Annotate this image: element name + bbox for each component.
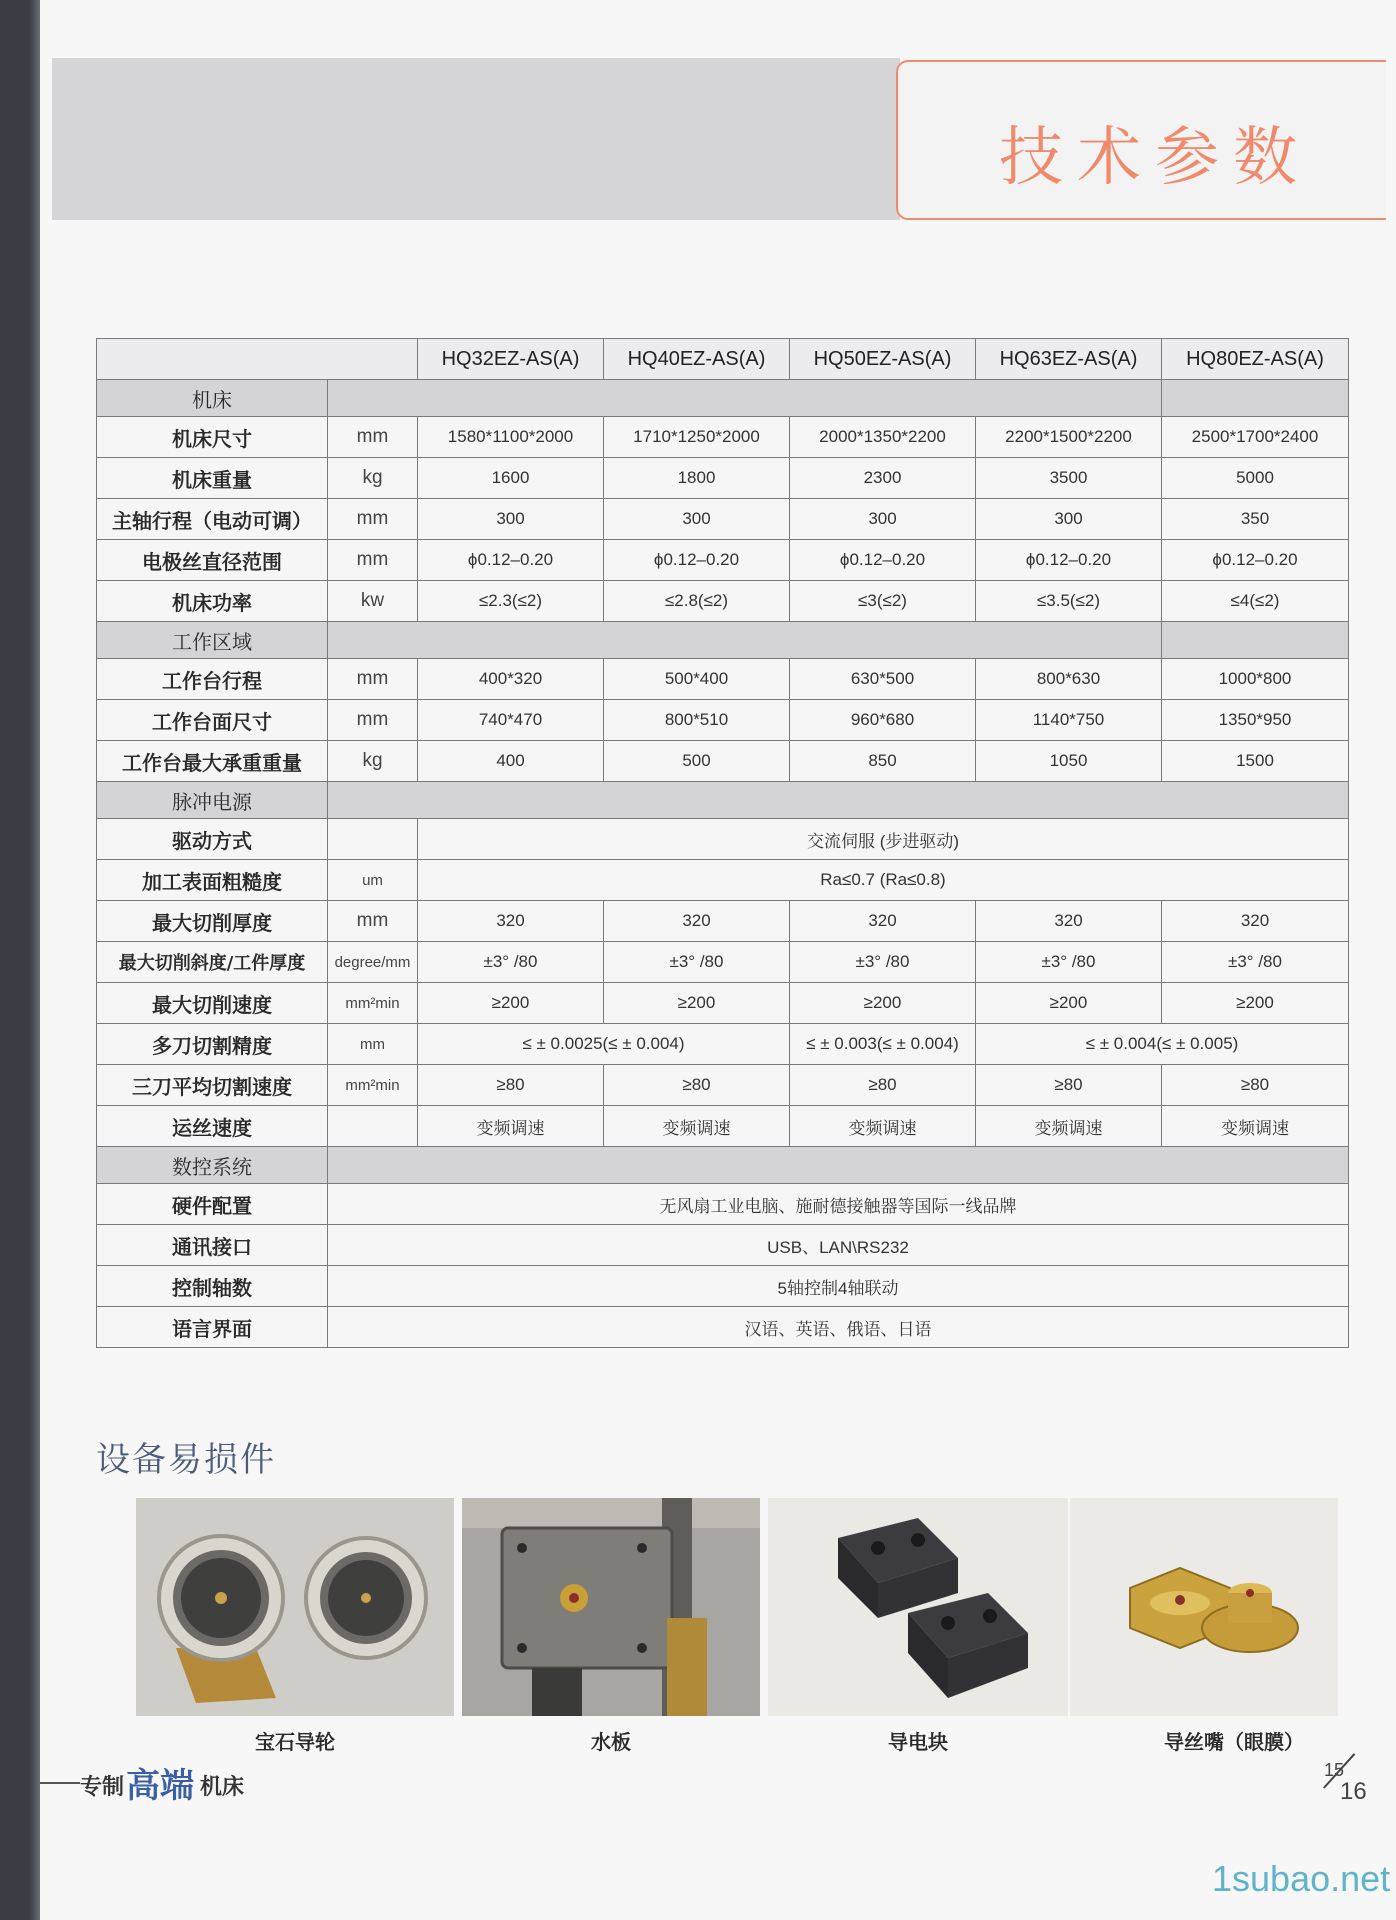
section-fill <box>1162 380 1349 417</box>
row-label: 驱动方式 <box>97 819 328 860</box>
row-unit: mm <box>328 540 418 581</box>
row-unit: mm <box>328 417 418 458</box>
row-label: 机床重量 <box>97 458 328 499</box>
model-header: HQ50EZ-AS(A) <box>790 339 976 380</box>
table-cell: 2500*1700*2400 <box>1162 417 1349 458</box>
table-cell: ≥200 <box>418 983 604 1024</box>
parts-section-title: 设备易损件 <box>96 1440 276 1480</box>
section-row <box>97 380 1349 417</box>
row-label: 工作台行程 <box>97 659 328 700</box>
table-cell: 1050 <box>976 741 1162 782</box>
table-cell: 320 <box>1162 901 1349 942</box>
table-row <box>97 741 1349 782</box>
row-unit: mm <box>328 700 418 741</box>
table-cell: ≥80 <box>604 1065 790 1106</box>
row-label: 电极丝直径范围 <box>97 540 328 581</box>
row-label: 最大切削厚度 <box>97 901 328 942</box>
row-unit: kg <box>328 458 418 499</box>
table-row <box>97 417 1349 458</box>
table-cell: 350 <box>1162 499 1349 540</box>
part-caption: 导丝嘴（眼膜） <box>1164 1730 1304 1754</box>
row-unit: kg <box>328 741 418 782</box>
table-cell: 500 <box>604 741 790 782</box>
table-cell: 1350*950 <box>1162 700 1349 741</box>
table-cell-merged: 5轴控制4轴联动 <box>328 1266 1349 1307</box>
model-header: HQ40EZ-AS(A) <box>604 339 790 380</box>
table-cell: 320 <box>976 901 1162 942</box>
table-cell-merged: USB、LAN\RS232 <box>328 1225 1349 1266</box>
table-cell: ≥80 <box>790 1065 976 1106</box>
row-label: 通讯接口 <box>97 1225 328 1266</box>
table-row <box>97 581 1349 622</box>
row-label: 运丝速度 <box>97 1106 328 1147</box>
section-fill <box>328 380 1162 417</box>
page-binding-edge <box>0 0 40 1920</box>
table-row <box>97 901 1349 942</box>
table-cell: ϕ0.12–0.20 <box>1162 540 1349 581</box>
table-cell: 300 <box>790 499 976 540</box>
table-cell: ≤2.3(≤2) <box>418 581 604 622</box>
row-label: 三刀平均切割速度 <box>97 1065 328 1106</box>
row-label: 主轴行程（电动可调） <box>97 499 328 540</box>
model-header: HQ63EZ-AS(A) <box>976 339 1162 380</box>
table-cell: 2200*1500*2200 <box>976 417 1162 458</box>
section-fill <box>1162 622 1349 659</box>
title-box <box>896 60 1386 220</box>
table-cell: 320 <box>418 901 604 942</box>
table-cell: 300 <box>418 499 604 540</box>
table-cell: 850 <box>790 741 976 782</box>
jewel-guide-wheel-photo <box>136 1498 454 1716</box>
table-cell: ϕ0.12–0.20 <box>418 540 604 581</box>
table-row <box>97 1225 1349 1266</box>
section-label: 数控系统 <box>97 1147 328 1184</box>
table-cell: 1800 <box>604 458 790 499</box>
watermark: 1subao.net <box>1212 1858 1391 1899</box>
wire-guide-nozzle-photo <box>1070 1498 1338 1716</box>
table-row <box>97 983 1349 1024</box>
table-cell: ±3° /80 <box>418 942 604 983</box>
table-cell: ≤3(≤2) <box>790 581 976 622</box>
row-label: 加工表面粗糙度 <box>97 860 328 901</box>
table-row <box>97 499 1349 540</box>
table-cell: ≥200 <box>1162 983 1349 1024</box>
row-unit: mm²min <box>328 1065 418 1106</box>
table-row <box>97 1106 1349 1147</box>
row-label: 工作台面尺寸 <box>97 700 328 741</box>
page-number-right: 16 <box>1340 1778 1367 1805</box>
row-label: 最大切削斜度/工件厚度 <box>97 942 328 983</box>
table-cell: ±3° /80 <box>790 942 976 983</box>
model-header: HQ32EZ-AS(A) <box>418 339 604 380</box>
model-header: HQ80EZ-AS(A) <box>1162 339 1349 380</box>
table-row <box>97 819 1349 860</box>
table-cell: 变频调速 <box>790 1106 976 1147</box>
table-cell: 1710*1250*2000 <box>604 417 790 458</box>
wire-guide-nozzle-image <box>1070 1498 1338 1716</box>
table-cell: 400*320 <box>418 659 604 700</box>
row-label: 多刀切割精度 <box>97 1024 328 1065</box>
table-cell-merged: ≤ ± 0.0025(≤ ± 0.004) <box>418 1024 790 1065</box>
table-cell: 800*630 <box>976 659 1162 700</box>
table-cell: ≥200 <box>976 983 1162 1024</box>
section-fill <box>328 622 1162 659</box>
table-row <box>97 1184 1349 1225</box>
row-unit: um <box>328 860 418 901</box>
slogan-rule <box>40 1782 80 1784</box>
table-cell: 2000*1350*2200 <box>790 417 976 458</box>
row-unit: mm <box>328 901 418 942</box>
table-row <box>97 458 1349 499</box>
table-cell-merged: 无风扇工业电脑、施耐德接触器等国际一线品牌 <box>328 1184 1349 1225</box>
row-unit: mm²min <box>328 983 418 1024</box>
table-row <box>97 659 1349 700</box>
table-header-row <box>97 339 1349 380</box>
row-unit <box>328 819 418 860</box>
table-cell: ≤3.5(≤2) <box>976 581 1162 622</box>
table-cell: 1600 <box>418 458 604 499</box>
table-cell-merged: 交流伺服 (步进驱动) <box>418 819 1349 860</box>
table-cell: 2300 <box>790 458 976 499</box>
table-cell: 500*400 <box>604 659 790 700</box>
table-cell: ϕ0.12–0.20 <box>604 540 790 581</box>
section-label: 工作区域 <box>97 622 328 659</box>
table-cell: ϕ0.12–0.20 <box>976 540 1162 581</box>
section-fill <box>328 782 1349 819</box>
table-cell: 变频调速 <box>976 1106 1162 1147</box>
water-plate-image <box>462 1498 760 1716</box>
part-caption: 水板 <box>591 1730 631 1754</box>
section-row <box>97 782 1349 819</box>
table-row <box>97 860 1349 901</box>
conductive-block-image <box>768 1498 1068 1716</box>
table-cell: ≤ ± 0.003(≤ ± 0.004) <box>790 1024 976 1065</box>
table-cell: 变频调速 <box>1162 1106 1349 1147</box>
table-cell: 300 <box>976 499 1162 540</box>
row-unit <box>328 1106 418 1147</box>
table-cell-merged: ≤ ± 0.004(≤ ± 0.005) <box>976 1024 1349 1065</box>
table-cell: 960*680 <box>790 700 976 741</box>
section-fill <box>328 1147 1349 1184</box>
row-unit: mm <box>328 659 418 700</box>
table-cell: ≥80 <box>976 1065 1162 1106</box>
table-cell: ±3° /80 <box>1162 942 1349 983</box>
conductive-block-photo <box>768 1498 1068 1716</box>
row-label: 语言界面 <box>97 1307 328 1348</box>
water-plate-photo <box>462 1498 760 1716</box>
table-cell: 1500 <box>1162 741 1349 782</box>
header-band <box>52 58 900 220</box>
table-cell: 5000 <box>1162 458 1349 499</box>
row-unit: degree/mm <box>328 942 418 983</box>
row-unit: kw <box>328 581 418 622</box>
row-label: 机床尺寸 <box>97 417 328 458</box>
table-cell: 800*510 <box>604 700 790 741</box>
row-label: 控制轴数 <box>97 1266 328 1307</box>
table-row <box>97 1065 1349 1106</box>
table-cell: 300 <box>604 499 790 540</box>
row-label: 机床功率 <box>97 581 328 622</box>
table-cell: 1580*1100*2000 <box>418 417 604 458</box>
part-caption: 导电块 <box>888 1730 948 1754</box>
table-cell: 320 <box>790 901 976 942</box>
spec-table <box>96 338 1349 1348</box>
section-row <box>97 1147 1349 1184</box>
slogan-part: 专制 <box>80 1774 125 1800</box>
table-cell-merged: Ra≤0.7 (Ra≤0.8) <box>418 860 1349 901</box>
section-label: 脉冲电源 <box>97 782 328 819</box>
section-label: 机床 <box>97 380 328 417</box>
table-cell: ≤2.8(≤2) <box>604 581 790 622</box>
table-cell: 400 <box>418 741 604 782</box>
row-label: 硬件配置 <box>97 1184 328 1225</box>
page-number-left: 15 <box>1324 1760 1345 1780</box>
table-cell: ≤4(≤2) <box>1162 581 1349 622</box>
table-cell: 1140*750 <box>976 700 1162 741</box>
table-cell: ±3° /80 <box>604 942 790 983</box>
table-cell: 630*500 <box>790 659 976 700</box>
table-cell: ϕ0.12–0.20 <box>790 540 976 581</box>
table-cell: 3500 <box>976 458 1162 499</box>
table-row <box>97 700 1349 741</box>
table-cell: 变频调速 <box>604 1106 790 1147</box>
table-cell: ≥80 <box>418 1065 604 1106</box>
table-row <box>97 1307 1349 1348</box>
table-cell: 740*470 <box>418 700 604 741</box>
row-unit: mm <box>328 499 418 540</box>
table-cell: ≥80 <box>1162 1065 1349 1106</box>
table-cell: ≥200 <box>604 983 790 1024</box>
page-title: 技术参数 <box>999 121 1311 195</box>
row-label: 最大切削速度 <box>97 983 328 1024</box>
row-label: 工作台最大承重重量 <box>97 741 328 782</box>
slogan-part: 机床 <box>200 1774 245 1800</box>
table-row <box>97 540 1349 581</box>
part-caption: 宝石导轮 <box>255 1730 335 1754</box>
slogan-highlight: 高端 <box>126 1766 194 1806</box>
table-row <box>97 942 1349 983</box>
table-cell: 1000*800 <box>1162 659 1349 700</box>
table-cell: 变频调速 <box>418 1106 604 1147</box>
table-cell: ±3° /80 <box>976 942 1162 983</box>
table-cell: ≥200 <box>790 983 976 1024</box>
jewel-guide-wheel-image <box>136 1498 454 1716</box>
table-row <box>97 1266 1349 1307</box>
header-blank-cell <box>97 339 418 380</box>
table-row <box>97 1024 1349 1065</box>
row-unit: mm <box>328 1024 418 1065</box>
table-cell: 320 <box>604 901 790 942</box>
table-cell-merged: 汉语、英语、俄语、日语 <box>328 1307 1349 1348</box>
section-row <box>97 622 1349 659</box>
